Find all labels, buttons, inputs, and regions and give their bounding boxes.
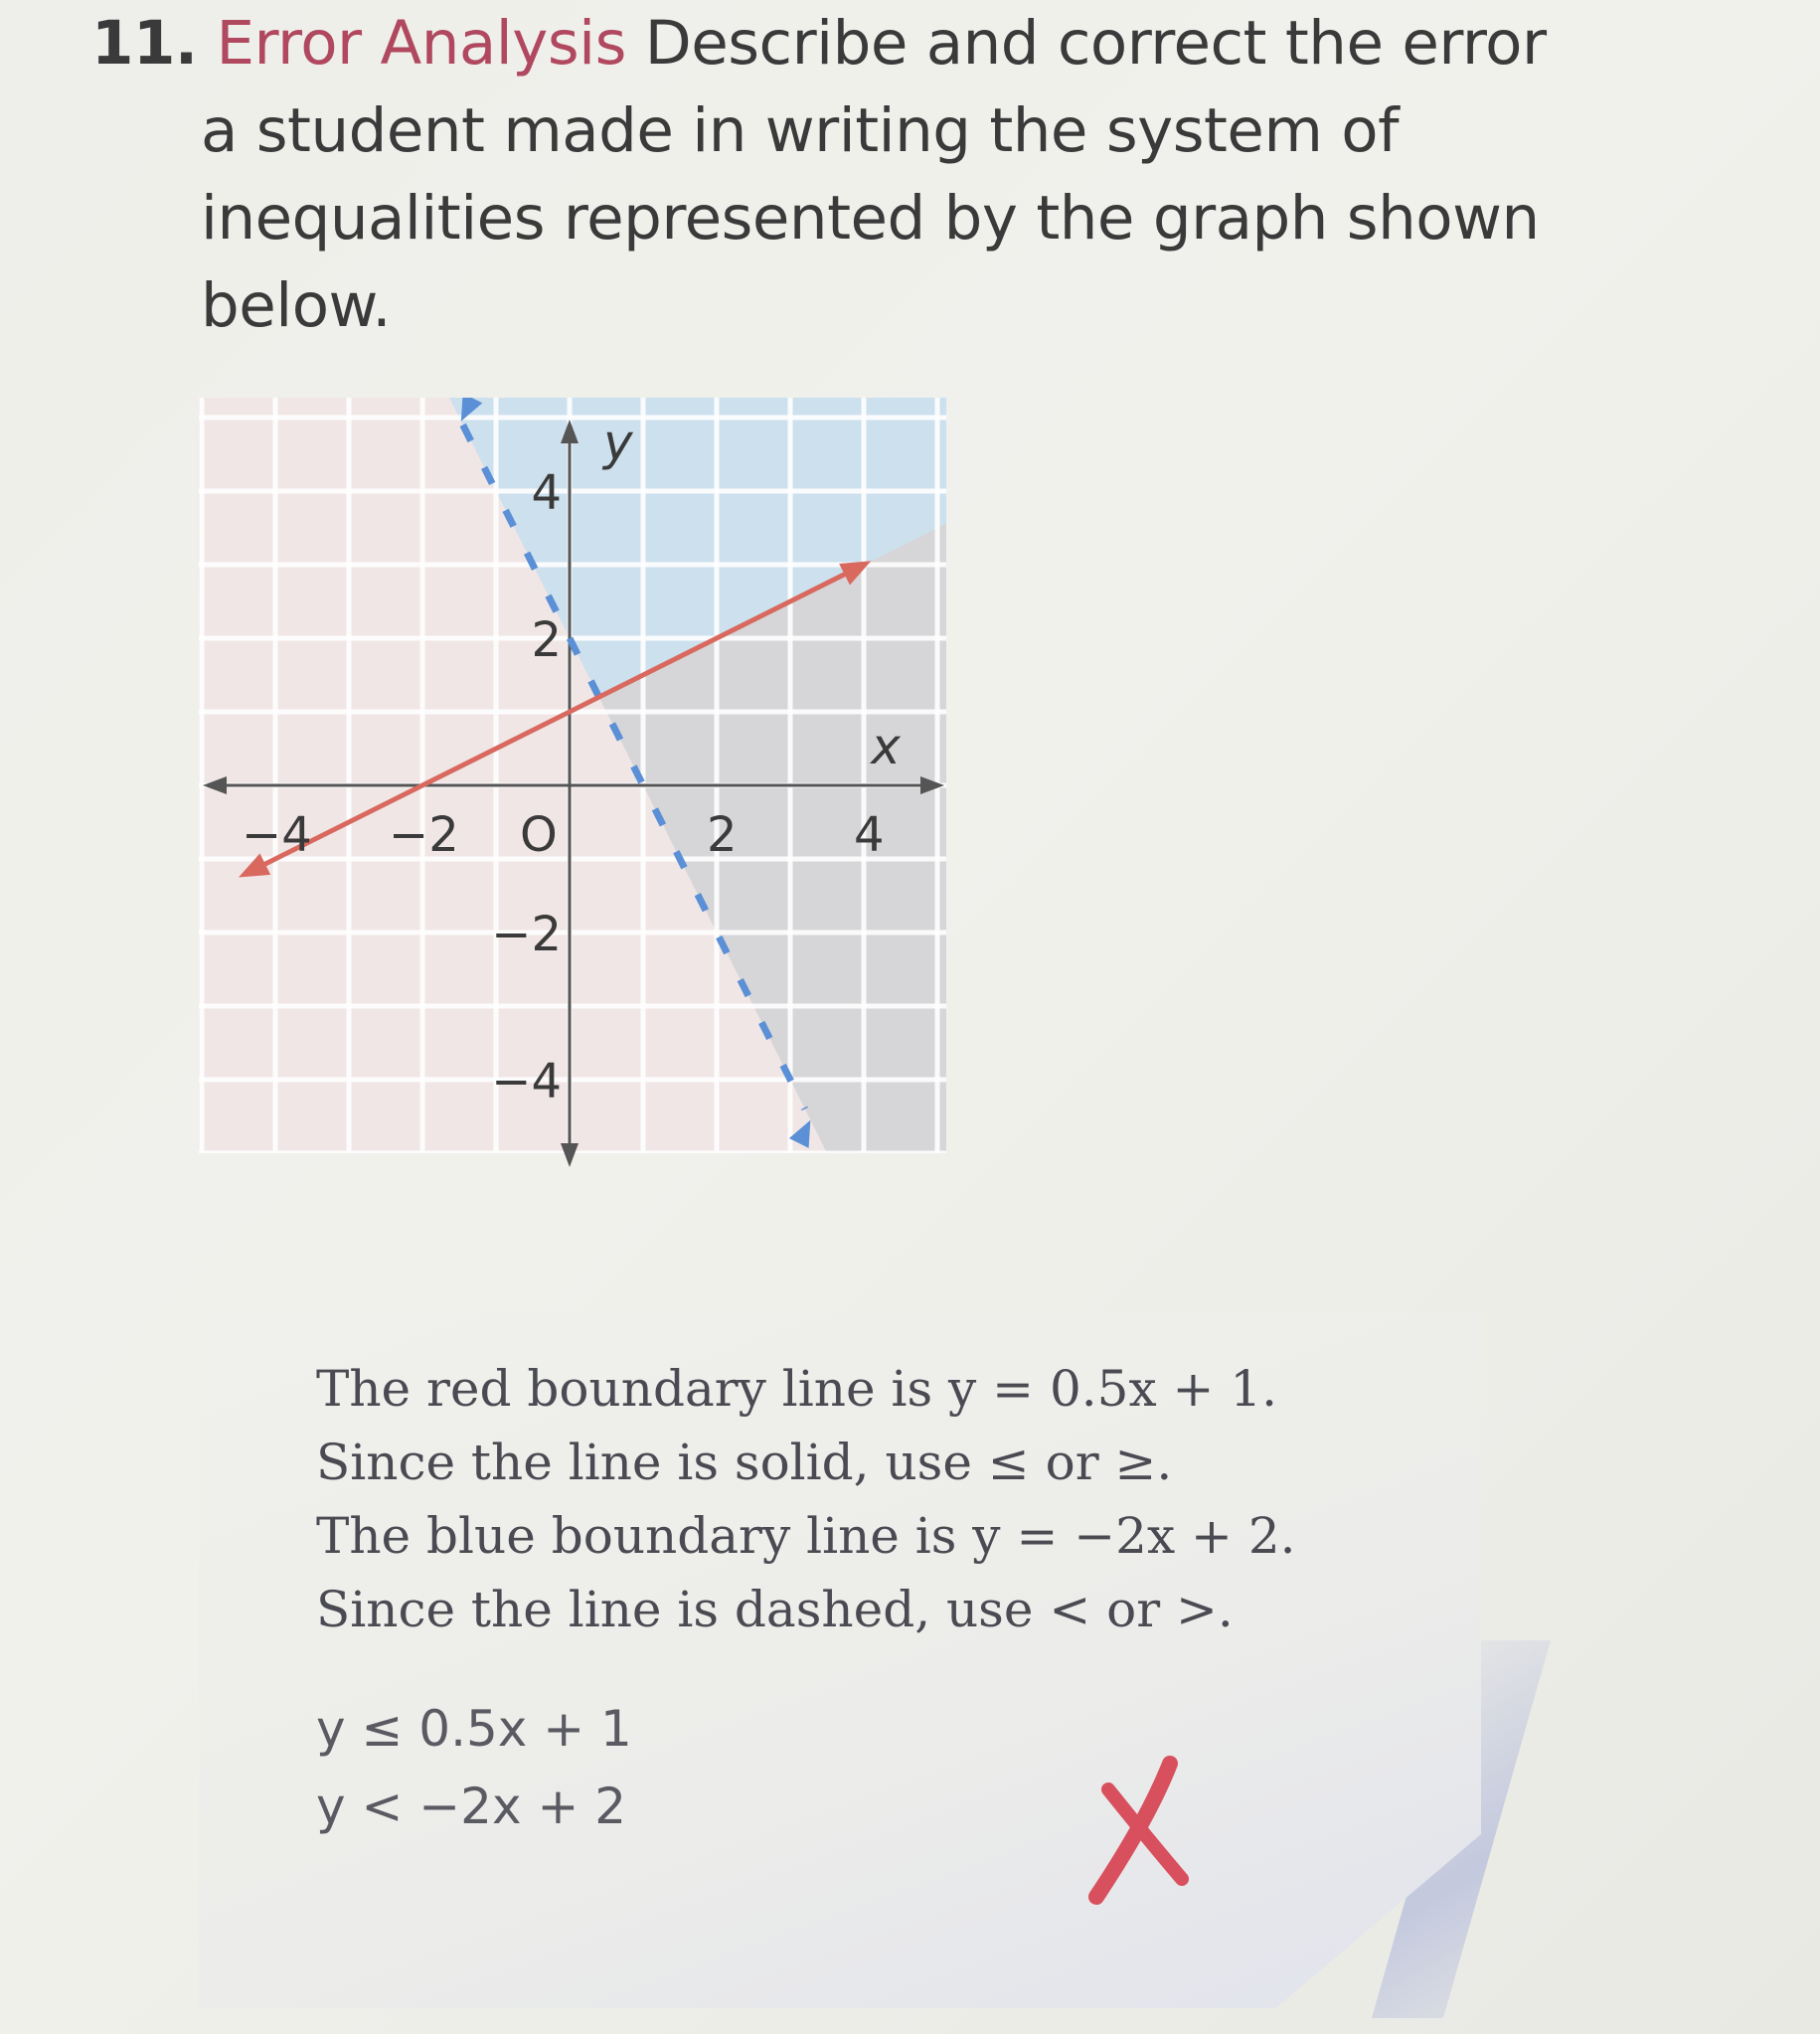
problem-line-2: a student made in writing the system of xyxy=(201,95,1400,166)
student-line-3: The blue boundary line is y = −2x + 2. xyxy=(316,1507,1296,1565)
problem-text-1: Describe and correct the error xyxy=(644,8,1547,79)
graph-svg xyxy=(199,398,954,1173)
student-inequality-2: y < −2x + 2 xyxy=(316,1778,627,1835)
y-tick-label: 2 xyxy=(531,612,562,668)
problem-statement xyxy=(91,0,1722,350)
y-tick-label: 4 xyxy=(531,465,562,521)
x-tick-label: −4 xyxy=(242,807,312,863)
incorrect-x-mark-icon xyxy=(1078,1750,1208,1909)
problem-number: 11. xyxy=(91,8,198,79)
x-tick-label: 4 xyxy=(854,807,885,863)
y-axis-arrow-down xyxy=(561,1143,579,1167)
origin-label: O xyxy=(520,807,558,863)
problem-line-4: below. xyxy=(201,270,392,341)
x-tick-label: 2 xyxy=(707,807,738,863)
student-line-1: The red boundary line is y = 0.5x + 1. xyxy=(316,1360,1278,1418)
student-line-4: Since the line is dashed, use < or >. xyxy=(316,1581,1234,1638)
student-system xyxy=(316,1690,632,1845)
x-tick-label: −2 xyxy=(389,807,459,863)
student-inequality-1: y ≤ 0.5x + 1 xyxy=(316,1700,632,1758)
problem-heading: Error Analysis xyxy=(216,8,626,79)
y-tick-label: −4 xyxy=(491,1054,562,1109)
inequality-graph xyxy=(199,398,954,1173)
y-tick-label: −2 xyxy=(491,907,562,962)
plot-area xyxy=(199,398,946,1153)
student-line-2: Since the line is solid, use ≤ or ≥. xyxy=(316,1434,1173,1491)
problem-line-1 xyxy=(91,0,1722,87)
problem-line-3: inequalities represented by the graph shown xyxy=(201,183,1540,254)
y-axis-label: y xyxy=(603,414,633,471)
student-explanation xyxy=(316,1352,1296,1646)
x-axis-label: x xyxy=(871,718,901,775)
